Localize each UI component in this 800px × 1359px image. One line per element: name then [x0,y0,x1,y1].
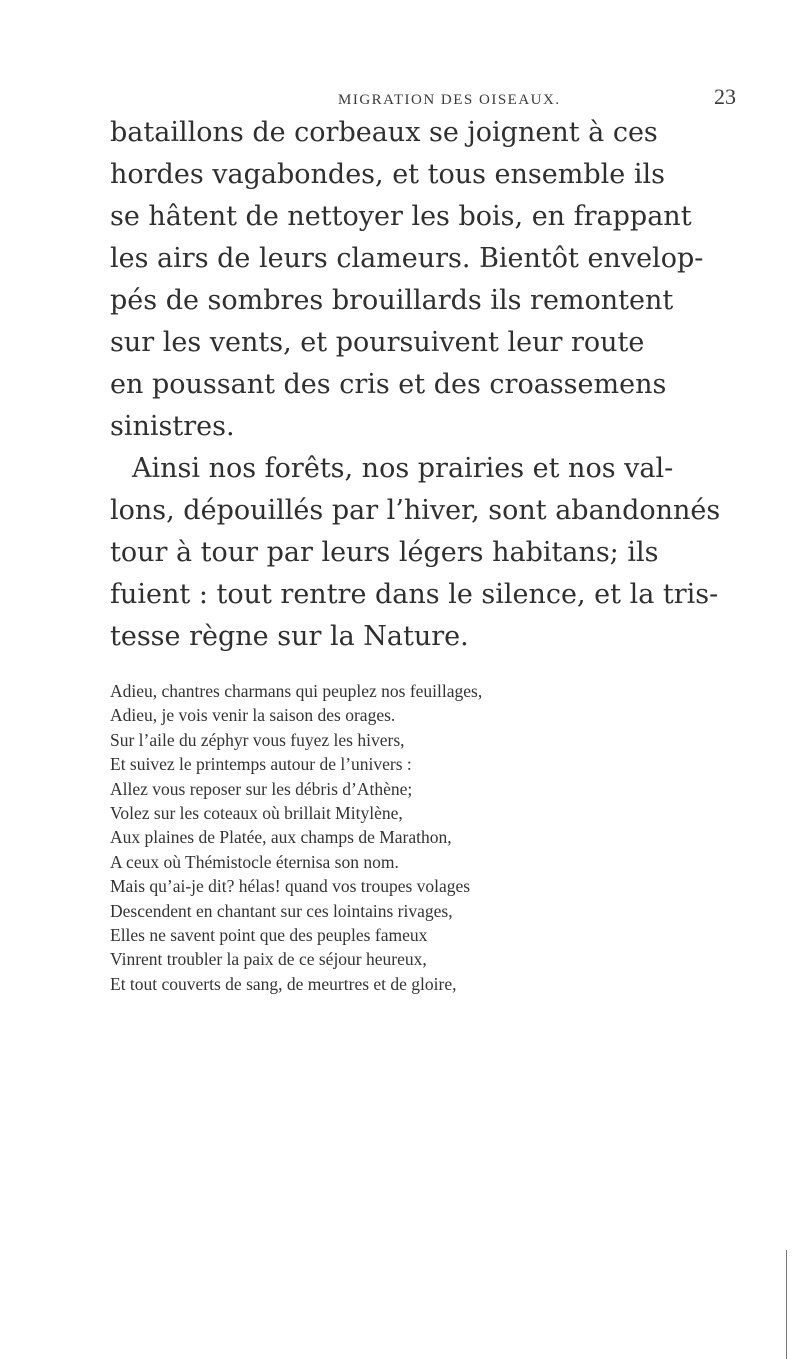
verse-line: Mais qu’ai-je dit? hélas! quand vos troupes volages [110,876,471,897]
prose-line: Ainsi nos forêts, nos prairies et nos val- [132,453,674,484]
verse-line: A ceux où Thémistocle éternisa son nom. [110,851,399,872]
prose-line: hordes vagabondes, et tous ensemble ils [110,159,665,190]
prose-line: les airs de leurs clameurs. Bientôt envelop- [110,243,704,274]
prose-line: bataillons de corbeaux se joignent à ces [110,117,658,148]
verse-line: Sur l’aile du zéphyr vous fuyez les hivers, [110,729,405,750]
prose-line: en poussant des cris et des croassemens [110,369,667,400]
prose-line: sinistres. [110,411,235,442]
verse-line: Elles ne savent point que des peuples fameux [110,925,428,946]
page-number: 23 [714,84,736,109]
verse-block [110,679,710,996]
verse-line: Et tout couverts de sang, de meurtres et de gloire, [110,973,457,994]
page-edge-rule [786,1250,787,1359]
verse-line: Adieu, chantres charmans qui peuplez nos feuillages, [110,681,483,701]
verse-line: Adieu, je vois venir la saison des orages. [110,705,396,726]
prose-line: se hâtent de nettoyer les bois, en frappant [110,201,692,232]
verse-line: Descendent en chantant sur ces lointains rivages, [110,900,453,921]
prose-block [110,112,721,658]
verse-line: Allez vous reposer sur les débris d’Athène; [110,778,413,799]
verse-line: Vinrent troubler la paix de ce séjour heureux, [110,949,427,970]
prose-line: lons, dépouillés par l’hiver, sont abandonnés [110,495,721,526]
prose-line: fuient : tout rentre dans le silence, et la tris- [110,579,719,610]
verse-line: Aux plaines de Platée, aux champs de Marathon, [110,827,452,848]
prose-line: pés de sombres brouillards ils remontent [110,285,674,316]
running-title: MIGRATION DES OISEAUX. [338,92,561,108]
verse-line: Et suivez le printemps autour de l’univers : [110,754,412,775]
prose-line: tesse règne sur la Nature. [110,621,469,652]
prose-line: tour à tour par leurs légers habitans; ils [110,537,659,568]
verse-line: Volez sur les coteaux où brillait Mitylène, [110,803,403,824]
prose-line: sur les vents, et poursuivent leur route [110,327,645,358]
